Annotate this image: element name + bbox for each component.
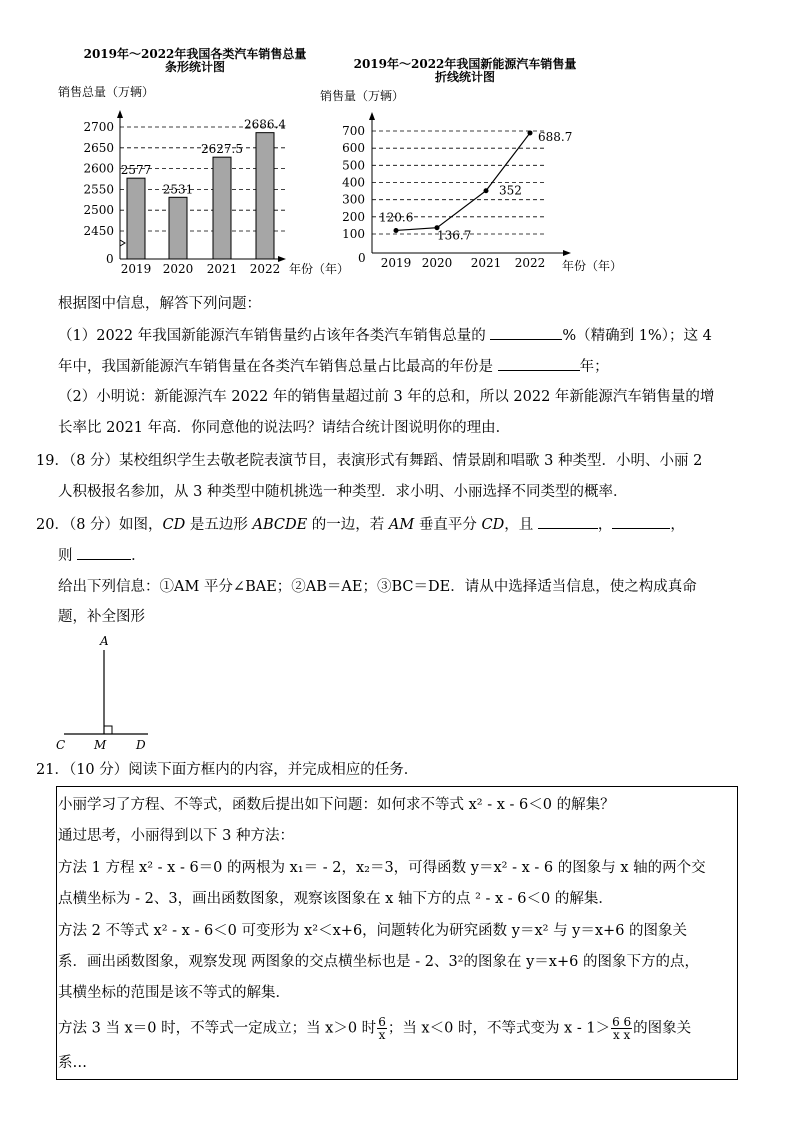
bar-chart-ylabel: 销售总量（万辆） [58, 85, 155, 99]
q20-number: 20．（8 分）如图， [36, 517, 163, 533]
box-line-7: 其横坐标的范围是该不等式的解集． [58, 985, 290, 1001]
box-line-8-b: ；当 x＜0 时，不等式变为 x - 1＞ [387, 1020, 611, 1037]
box-line-1: 小丽学习了方程、不等式，函数后提出如下问题：如何求不等式 x² - x - 6＜0 的解集？ [58, 797, 615, 813]
fraction-1-numerator: 6 [378, 1015, 386, 1029]
line-chart-title-line2: 折线统计图 [434, 70, 495, 84]
q20-blank-1[interactable] [538, 514, 598, 529]
line-xtick-label: 2020 [421, 256, 453, 270]
q20-then: 则 [58, 548, 73, 564]
box-line-2: 通过思考，小丽得到以下 3 种方法： [58, 828, 294, 844]
bar-2021 [213, 157, 231, 259]
line-x-arrow [563, 250, 571, 256]
q20-comma: ， [597, 517, 613, 533]
bar-2019 [127, 178, 145, 259]
intro-text: 根据图中信息，解答下列问题： [58, 296, 261, 312]
line-point-2022 [528, 130, 533, 135]
box-line-3: 方法 1 方程 x² - x - 6＝0 的两根为 x₁＝ - 2，x₂＝3，可得函数 y＝x² - x - 6 的图象与 x 轴的两个交 [58, 860, 706, 876]
q2-line2: 长率比 2021 年高．你同意他的说法吗？请结合统计图说明你的理由． [58, 420, 511, 436]
bar-ytick-label: 2650 [83, 140, 114, 155]
q20-info: 给出下列信息：①AM 平分∠BAE；②AB＝AE；③BC＝DE．请从中选择适当信息，使之构成真命 [58, 579, 697, 595]
line-xlabel: 年份（年） [562, 259, 623, 273]
box-line-9: 系… [58, 1055, 87, 1071]
q20-var-cd: CD [162, 517, 186, 533]
bar-xtick-label: 2021 [206, 262, 238, 276]
bar-chart-title-line1: 2019年～2022年我国各类汽车销售总量 [83, 47, 307, 61]
label-d: D [136, 738, 146, 752]
line-series-path [396, 133, 530, 231]
q20-blank-2[interactable] [612, 514, 670, 529]
line-xtick-label: 2019 [380, 256, 412, 270]
box-line-6: 系．画出函数图象，观察发现 两图象的交点横坐标也是 - 2、3²的图象在 y＝x+6 的图象下方的点， [58, 954, 699, 970]
q20-text-3: 垂直平分 [414, 517, 482, 533]
box-line-5: 方法 2 不等式 x² - x - 6＜0 可变形为 x²＜x+6，问题转化为研究函数 y＝x² 与 y＝x+6 的图象关 [58, 923, 688, 939]
q1-blank-year[interactable] [498, 356, 580, 371]
bar-chart-title [60, 48, 330, 74]
bar-chart [50, 80, 360, 280]
line-origin-label: 0 [358, 251, 366, 265]
box-line-8-c: 的图象关 [633, 1020, 692, 1037]
line-chart-title-line1: 2019年～2022年我国新能源汽车销售量 [353, 57, 577, 71]
q20-period: ． [131, 548, 146, 564]
bar-value-label: 2627.5 [201, 142, 243, 157]
line-ytick-label: 200 [342, 209, 365, 224]
q20-text-4: ，且 [504, 517, 534, 533]
bar-xtick-label: 2020 [162, 262, 194, 276]
q20-text-2: 的一边，若 [307, 517, 389, 533]
q20-line2 [58, 545, 146, 566]
fraction-1-denominator: x [378, 1028, 386, 1042]
q1-text-c: 年中，我国新能源汽车销售量在各类汽车销售总量占比最高的年份是 [58, 359, 493, 375]
fraction-6-over-x [377, 1016, 387, 1041]
q19-line2: 人积极报名参加，从 3 种类型中随机挑选一种类型．求小明、小丽选择不同类型的概率． [58, 484, 628, 500]
axis-break-mark [120, 240, 125, 246]
q1-text-a: （1）2022 年我国新能源汽车销售量约占该年各类汽车销售总量的 [58, 328, 486, 344]
q20-var-cd2: CD [481, 517, 505, 533]
line-value-label: 688.7 [538, 129, 573, 144]
box-line-8-a: 方法 3 当 x＝0 时，不等式一定成立；当 x＞0 时 [58, 1020, 377, 1037]
line-ytick-label: 700 [342, 124, 365, 138]
right-angle-mark [104, 726, 112, 734]
line-ytick-label: 100 [342, 227, 365, 241]
q20-line1 [36, 514, 685, 535]
label-m: M [94, 738, 107, 752]
bar-ytick-label: 2500 [83, 203, 114, 218]
bar-value-label: 2686.4 [244, 117, 286, 132]
line-xtick-label: 2021 [470, 256, 502, 270]
q2-line1: （2）小明说：新能源汽车 2022 年的销售量超过前 3 年的总和，所以 2022 年新能源汽车销售量的增 [58, 389, 715, 405]
box-line-4: 点横坐标为 - 2、3，画出函数图象，观察该图象在 x 轴下方的点 ² - x - 6＜0 的解集． [58, 891, 613, 907]
line-ytick-label: 600 [342, 141, 365, 156]
q1-text-b: %（精确到 1%）；这 4 [562, 328, 712, 344]
q20-var-am: AM [388, 517, 415, 533]
q1-blank-percent[interactable] [490, 325, 562, 340]
bar-ytick-label: 2700 [83, 120, 114, 134]
bar-y-arrow [117, 110, 123, 118]
q19-line1: 19．（8 分）某校组织学生去敬老院表演节目，表演形式有舞蹈、情景剧和唱歌 3 种类型．小明、小丽 2 [36, 453, 703, 469]
label-c: C [56, 738, 66, 752]
q20-comma-end: ， [670, 517, 685, 533]
q20-var-abcde: ABCDE [252, 517, 308, 533]
q20-figure [50, 632, 160, 754]
fraction-2-numerator: 6 6 [612, 1015, 632, 1029]
q1-text-d: 年； [579, 359, 609, 375]
line-chart-ylabel: 销售量（万辆） [320, 89, 405, 103]
fraction-2-denominator: x x [612, 1028, 631, 1042]
bar-chart-title-line2: 条形统计图 [164, 60, 225, 74]
q1-line2 [58, 356, 609, 377]
line-value-label: 120.6 [379, 210, 414, 225]
bar-xtick-label: 2019 [120, 262, 152, 276]
line-ytick-label: 300 [342, 192, 365, 207]
bar-value-label: 2531 [162, 182, 194, 197]
bar-ytick-label: 2450 [83, 224, 114, 238]
q21-title: 21．（10 分）阅读下面方框内的内容，并完成相应的任务． [36, 762, 419, 778]
q20-blank-3[interactable] [77, 545, 131, 560]
q20-text-1: 是五边形 [185, 517, 253, 533]
line-chart [315, 80, 645, 280]
label-a: A [100, 634, 109, 648]
bar-ytick-label: 2600 [83, 161, 114, 176]
q1-line1 [58, 325, 712, 346]
fraction-66-over-xx [611, 1016, 632, 1041]
line-xtick-label: 2022 [514, 256, 546, 270]
line-point-2019 [394, 228, 399, 233]
bar-origin-label: 0 [106, 252, 114, 266]
bar-xtick-label: 2022 [249, 262, 281, 276]
line-value-label: 136.7 [437, 228, 472, 243]
line-value-label: 352 [499, 183, 522, 198]
q20-info-2: 题，补全图形 [58, 609, 145, 625]
line-ytick-label: 500 [342, 158, 365, 173]
bar-2020 [169, 197, 187, 259]
line-point-2021 [484, 188, 489, 193]
bar-xlabel: 年份（年） [289, 262, 350, 276]
bar-value-label: 2577 [120, 163, 152, 178]
line-ytick-label: 400 [342, 175, 365, 190]
bar-ytick-label: 2550 [83, 182, 114, 197]
bar-2022 [256, 133, 274, 259]
box-line-8 [58, 1016, 691, 1041]
line-y-arrow [369, 112, 375, 120]
